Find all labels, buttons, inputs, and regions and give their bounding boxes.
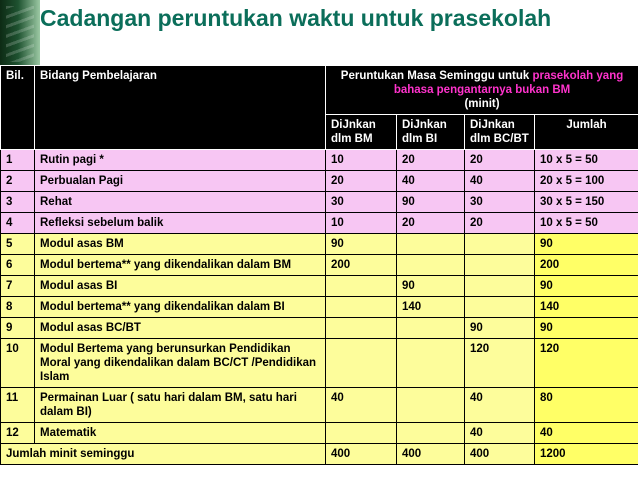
subheader-bi: DiJnkan dlm BI <box>397 115 465 150</box>
cell-bi <box>397 255 465 276</box>
cell-jumlah: 120 <box>535 339 638 388</box>
table-row <box>1 423 638 444</box>
table-row <box>1 213 638 234</box>
table-row <box>1 255 638 276</box>
cell-bil: 3 <box>1 192 35 213</box>
cell-bil: 9 <box>1 318 35 339</box>
table-row <box>1 318 638 339</box>
table-row <box>1 150 638 171</box>
allocation-table <box>0 65 638 465</box>
subheader-bm: DiJnkan dlm BM <box>326 115 397 150</box>
cell-bi <box>397 339 465 388</box>
cell-bidang: Perbualan Pagi <box>35 171 326 192</box>
cell-jumlah: 80 <box>535 388 638 423</box>
total-label: Jumlah minit seminggu <box>1 444 326 465</box>
cell-bil: 12 <box>1 423 35 444</box>
table-row <box>1 234 638 255</box>
cell-bcbt <box>465 234 535 255</box>
header-peruntukan <box>326 66 638 115</box>
cell-bidang: Modul asas BC/BT <box>35 318 326 339</box>
cell-bcbt <box>465 276 535 297</box>
table-row <box>1 276 638 297</box>
cell-bm <box>326 339 397 388</box>
cell-bidang: Modul Bertema yang berunsurkan Pendidikan Moral yang dikendalikan dalam BC/CT /Pendidikan Islam <box>35 339 326 388</box>
cell-jumlah: 20 x 5 = 100 <box>535 171 638 192</box>
cell-bm: 40 <box>326 388 397 423</box>
cell-bil: 4 <box>1 213 35 234</box>
cell-jumlah: 30 x 5 = 150 <box>535 192 638 213</box>
cell-jumlah: 10 x 5 = 50 <box>535 213 638 234</box>
cell-bil: 6 <box>1 255 35 276</box>
cell-bil: 10 <box>1 339 35 388</box>
cell-bidang: Refleksi sebelum balik <box>35 213 326 234</box>
cell-bi <box>397 423 465 444</box>
table-row <box>1 192 638 213</box>
cell-bi <box>397 388 465 423</box>
subheader-bcbt: DiJnkan dlm BC/BT <box>465 115 535 150</box>
cell-bm: 90 <box>326 234 397 255</box>
cell-bcbt: 40 <box>465 423 535 444</box>
cell-bcbt: 40 <box>465 171 535 192</box>
cell-bi: 140 <box>397 297 465 318</box>
total-bi: 400 <box>397 444 465 465</box>
cell-jumlah: 200 <box>535 255 638 276</box>
cell-bil: 8 <box>1 297 35 318</box>
cell-bidang: Rutin pagi * <box>35 150 326 171</box>
total-bcbt: 400 <box>465 444 535 465</box>
table-header-row <box>1 66 638 115</box>
cell-bil: 11 <box>1 388 35 423</box>
decorative-sidebar <box>0 0 40 68</box>
cell-bm <box>326 318 397 339</box>
cell-bi <box>397 318 465 339</box>
header-unit: (minit) <box>464 98 500 110</box>
cell-bm: 20 <box>326 171 397 192</box>
cell-bcbt: 20 <box>465 213 535 234</box>
subheader-jumlah: Jumlah <box>535 115 638 150</box>
cell-bidang: Rehat <box>35 192 326 213</box>
cell-jumlah: 40 <box>535 423 638 444</box>
cell-bidang: Modul asas BM <box>35 234 326 255</box>
cell-bm: 30 <box>326 192 397 213</box>
header-peruntukan-prefix: Peruntukan Masa Seminggu untuk <box>340 70 530 82</box>
cell-bm: 200 <box>326 255 397 276</box>
total-bm: 400 <box>326 444 397 465</box>
cell-jumlah: 10 x 5 = 50 <box>535 150 638 171</box>
cell-bcbt <box>465 255 535 276</box>
cell-bm <box>326 276 397 297</box>
cell-bil: 1 <box>1 150 35 171</box>
cell-bcbt: 120 <box>465 339 535 388</box>
cell-jumlah: 140 <box>535 297 638 318</box>
cell-bcbt: 40 <box>465 388 535 423</box>
header-peruntukan-highlight: prasekolah yang bahasa pengantarnya bukan BM <box>393 70 624 96</box>
cell-bil: 2 <box>1 171 35 192</box>
cell-bi: 90 <box>397 276 465 297</box>
cell-jumlah: 90 <box>535 234 638 255</box>
total-row <box>1 444 638 465</box>
cell-bidang: Permainan Luar ( satu hari dalam BM, satu hari dalam BI) <box>35 388 326 423</box>
cell-bidang: Matematik <box>35 423 326 444</box>
total-jumlah: 1200 <box>535 444 638 465</box>
table-row <box>1 297 638 318</box>
cell-bi: 90 <box>397 192 465 213</box>
cell-bi: 40 <box>397 171 465 192</box>
cell-bidang: Modul asas BI <box>35 276 326 297</box>
cell-bcbt <box>465 297 535 318</box>
cell-bm: 10 <box>326 213 397 234</box>
cell-bi: 20 <box>397 150 465 171</box>
header-bidang: Bidang Pembelajaran <box>35 66 326 150</box>
cell-bcbt: 90 <box>465 318 535 339</box>
table-row <box>1 388 638 423</box>
cell-bi: 20 <box>397 213 465 234</box>
cell-bidang: Modul bertema** yang dikendalikan dalam BM <box>35 255 326 276</box>
cell-bm: 10 <box>326 150 397 171</box>
table-row <box>1 171 638 192</box>
cell-bm <box>326 297 397 318</box>
cell-bm <box>326 423 397 444</box>
cell-jumlah: 90 <box>535 318 638 339</box>
cell-jumlah: 90 <box>535 276 638 297</box>
page-title: Cadangan peruntukan waktu untuk prasekolah <box>40 5 552 31</box>
cell-bi <box>397 234 465 255</box>
table-row <box>1 339 638 388</box>
cell-bil: 5 <box>1 234 35 255</box>
cell-bil: 7 <box>1 276 35 297</box>
cell-bcbt: 30 <box>465 192 535 213</box>
cell-bidang: Modul bertema** yang dikendalikan dalam BI <box>35 297 326 318</box>
cell-bcbt: 20 <box>465 150 535 171</box>
header-bil: Bil. <box>1 66 35 150</box>
